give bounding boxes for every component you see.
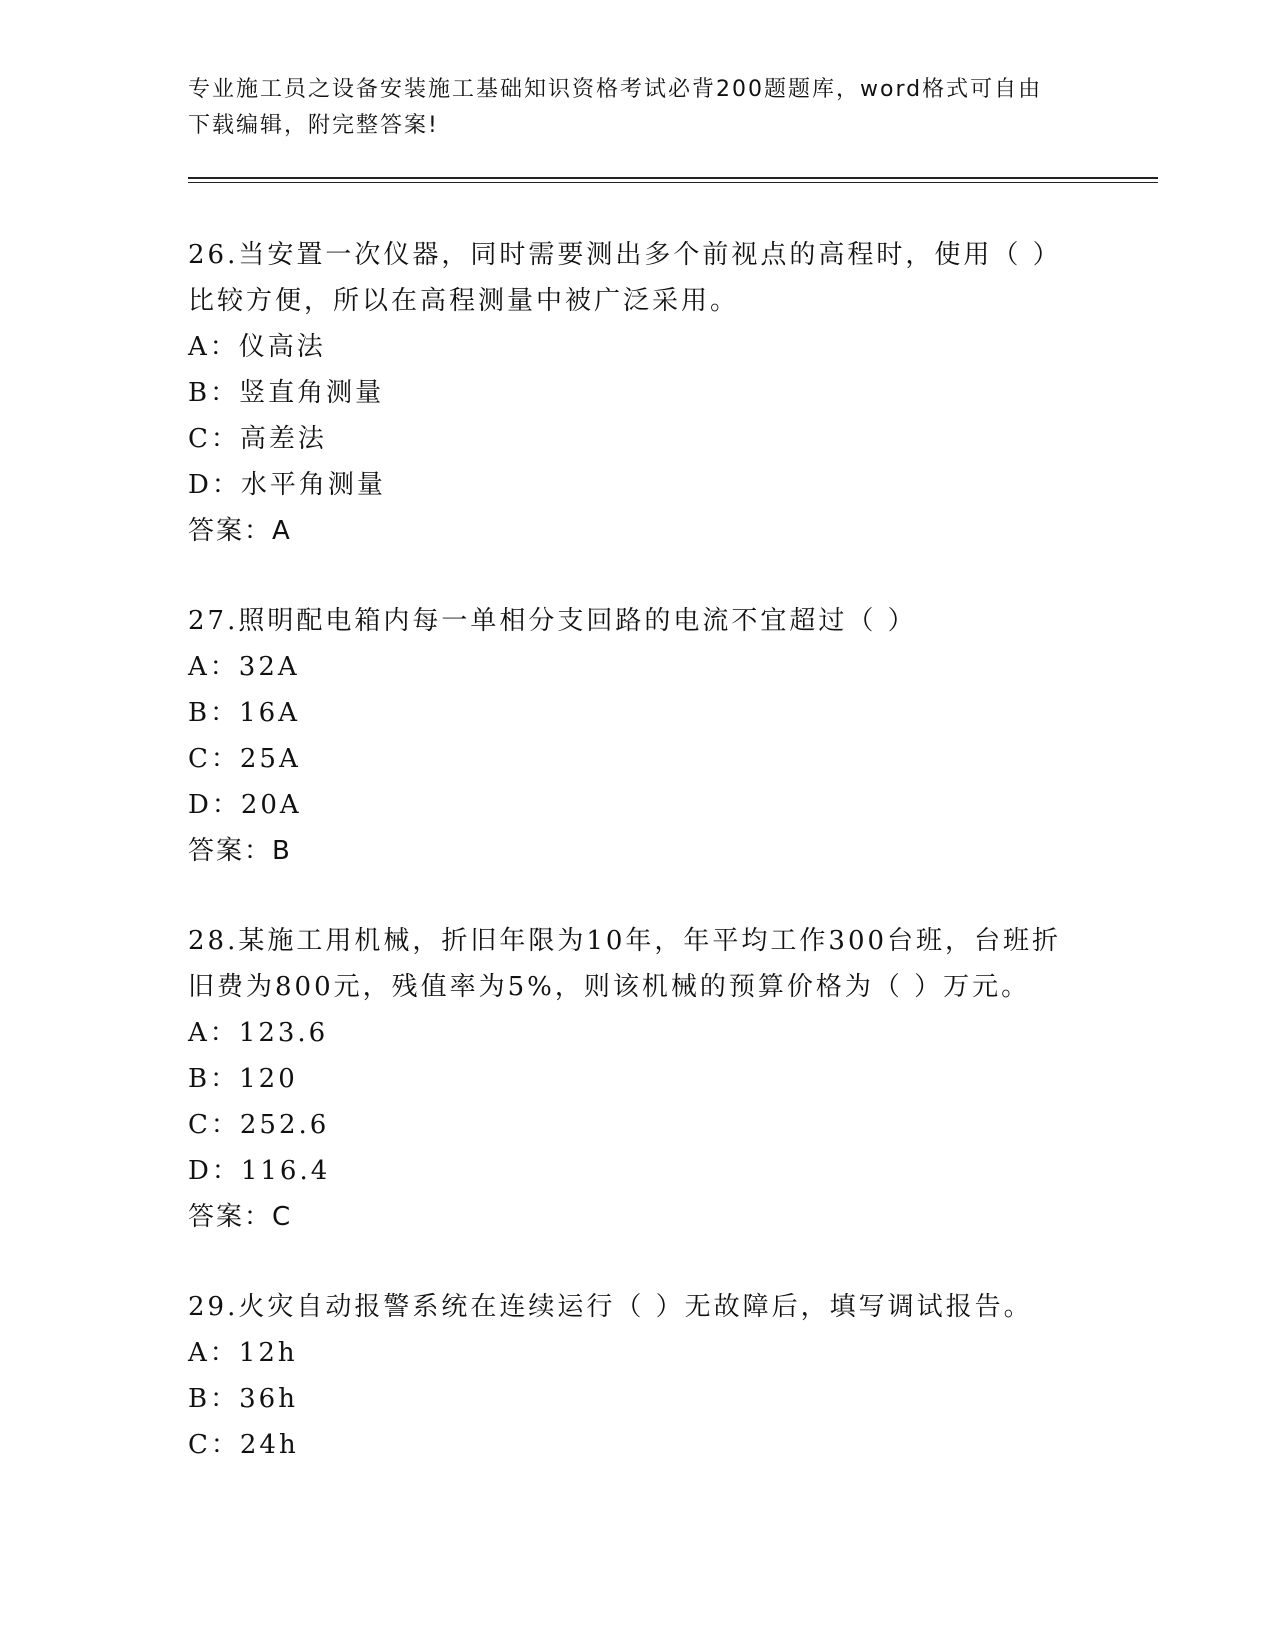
option-b: B：16A [188,698,300,728]
header-divider-thick [188,177,1158,179]
answer: 答案：A [188,516,292,546]
option-d: D：水平角测量 [188,470,386,500]
question-26 [188,232,1088,554]
question-list [188,232,1088,1512]
question-stem: 26.当安置一次仪器，同时需要测出多个前视点的高程时，使用（ ） [188,240,1062,270]
question-stem-continued: 旧费为800元，残值率为5%，则该机械的预算价格为（ ）万元。 [188,972,1031,1002]
header-title-line-2: 下载编辑，附完整答案! [188,113,439,138]
option-c: C：24h [188,1430,299,1460]
header-divider-thin [188,182,1158,183]
option-d: D：20A [188,790,302,820]
question-29 [188,1284,1088,1468]
question-stem: 27.照明配电箱内每一单相分支回路的电流不宜超过（ ） [188,606,917,636]
answer: 答案：B [188,836,292,866]
option-c: C：高差法 [188,424,327,454]
question-27 [188,598,1088,874]
question-stem: 28.某施工用机械，折旧年限为10年，年平均工作300台班，台班折 [188,926,1062,956]
option-b: B：竖直角测量 [188,378,385,408]
question-28 [188,918,1088,1240]
header-title-line-1: 专业施工员之设备安装施工基础知识资格考试必背200题题库，word格式可自由 [188,77,1043,102]
option-b: B：36h [188,1384,298,1414]
document-header [188,72,1088,144]
option-a: A：32A [188,652,300,682]
option-a: A：12h [188,1338,298,1368]
option-c: C：25A [188,744,301,774]
question-stem: 29.火灾自动报警系统在连续运行（ ）无故障后，填写调试报告。 [188,1292,1033,1322]
option-b: B：120 [188,1064,298,1094]
option-a: A：123.6 [188,1018,329,1048]
question-stem-continued: 比较方便，所以在高程测量中被广泛采用。 [188,286,740,316]
option-c: C：252.6 [188,1110,330,1140]
option-d: D：116.4 [188,1156,331,1186]
option-a: A：仪高法 [188,332,326,362]
answer: 答案：C [188,1202,293,1232]
